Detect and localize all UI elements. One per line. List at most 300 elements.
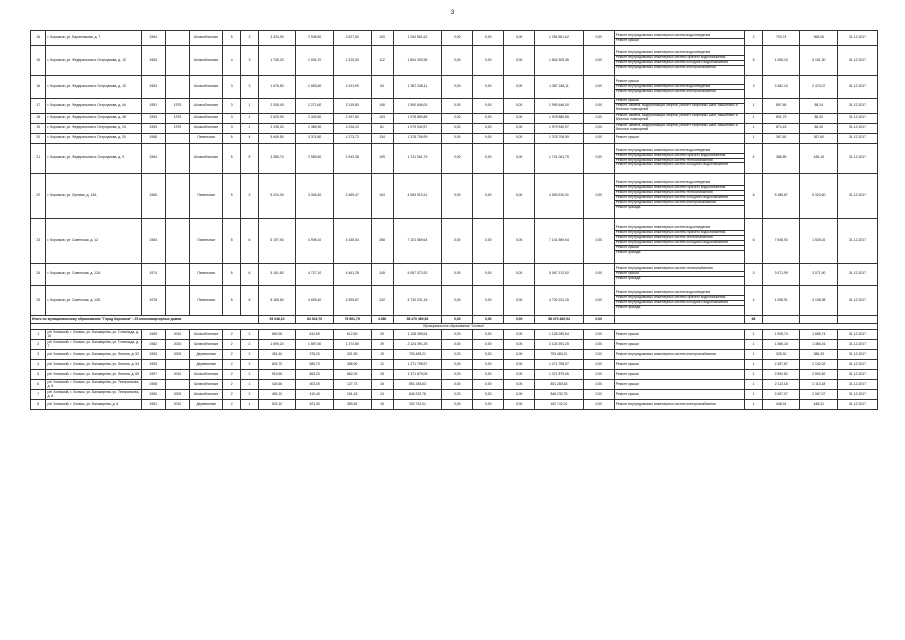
cell-f1: 0,00: [442, 350, 473, 360]
cell-cost: 4 730 231,18: [393, 286, 442, 316]
cell-own: 1 378 706,99: [535, 133, 584, 143]
cell-addr: р/н Холмский, г. Холмск, ул. Балакирева, ул. Ленина, д. 54: [46, 360, 141, 370]
cell-a2: 521,30: [296, 400, 334, 410]
table-row: [31, 31, 878, 46]
cell-c2: 386,33: [800, 350, 838, 360]
cell-a3: 1 943,38: [333, 143, 371, 173]
cell-works: [614, 143, 744, 173]
cell-mat: Шлакоблочные: [190, 76, 223, 99]
cell-a3: 1 511,99: [333, 76, 371, 99]
cell-c2: 965,06: [800, 31, 838, 46]
cell-res: 28: [371, 370, 393, 380]
cell-cnt: 5: [745, 46, 763, 76]
cell-f3: 0,00: [504, 263, 535, 286]
cell-cnt: 1: [745, 360, 763, 370]
cell-year: 1953: [141, 113, 165, 123]
cell-cost: 4 553 910,31: [393, 173, 442, 218]
cell-f2: 0,00: [473, 370, 504, 380]
cell-res: 103: [371, 113, 393, 123]
table-row: [31, 113, 878, 123]
cell-date: 31.12.2017: [838, 133, 878, 143]
work-item: Ремонт фасада: [615, 204, 641, 209]
cell-cost: 1 804 309,38: [393, 46, 442, 76]
cell-fl: 3: [223, 123, 241, 133]
cell-year: 1953: [141, 350, 165, 360]
cell-works: [614, 46, 744, 76]
cell-a3: 862,02: [333, 370, 371, 380]
cell-rep: 2010: [165, 340, 189, 350]
cell-year: 1961: [141, 400, 165, 410]
cell-works: [614, 133, 744, 143]
cell-cnt: 1: [745, 133, 763, 143]
work-item: Ремонт внутридомовых инженерных систем электроснабжения: [615, 351, 716, 356]
cell-c1: 2 067,07: [762, 390, 800, 400]
cell-f2: 0,00: [473, 113, 504, 123]
cell-f4: 0,00: [583, 46, 614, 76]
cell-no: 4: [31, 360, 46, 370]
cell-en: 2: [241, 340, 259, 350]
cell-f4: 0,00: [583, 123, 614, 133]
cell-f3: 0,00: [504, 330, 535, 340]
cell-cnt: 1: [745, 380, 763, 390]
cell-en: 3: [241, 46, 259, 76]
cell-f2: 0,00: [473, 98, 504, 113]
cell-en: 5: [241, 143, 259, 173]
cell-cnt: 1: [745, 350, 763, 360]
cell-f4: 0,00: [583, 340, 614, 350]
cell-a2: 2 989,50: [296, 143, 334, 173]
cell-f2: 0,00: [473, 46, 504, 76]
work-item: Ремонт крыши: [615, 272, 744, 277]
cell-f1: 0,00: [442, 143, 473, 173]
total-a2: 83 302,70: [296, 316, 334, 324]
work-item: Ремонт фасада: [615, 304, 641, 309]
total-date: [838, 316, 878, 324]
table-row: [31, 98, 878, 113]
cell-no: 17: [31, 98, 46, 113]
cell-works: [614, 400, 744, 410]
cell-c2: 3 108,98: [800, 286, 838, 316]
cell-works: [614, 98, 744, 113]
cell-rep: [165, 173, 189, 218]
cell-cost: 1 978 880,85: [393, 113, 442, 123]
cell-date: 31.12.2017: [838, 218, 878, 263]
work-item: Ремонт внутридомовых инженерных систем теплоснабжения: [615, 267, 744, 272]
cell-c2: 2 592,82: [800, 370, 838, 380]
work-item: Ремонт внутридомовых инженерных систем водоотведения: [615, 149, 744, 154]
cell-f2: 0,00: [473, 76, 504, 99]
cell-a3: 2 119,80: [333, 98, 371, 113]
table-row: [31, 330, 878, 340]
cell-f1: 0,00: [442, 400, 473, 410]
cell-own: 7 101 569,64: [535, 218, 584, 263]
cell-c1: 2 187,87: [762, 360, 800, 370]
cell-a1: 3 385,70: [258, 143, 296, 173]
cell-year: 1969: [141, 330, 165, 340]
table-row: [31, 173, 878, 218]
cell-cost: 1 254 561,62: [393, 31, 442, 46]
cell-no: 8: [31, 400, 46, 410]
cell-year: 1965: [141, 173, 165, 218]
total-f1: 0,00: [442, 316, 473, 324]
cell-f1: 0,00: [442, 123, 473, 133]
cell-a3: 1 273,72: [333, 133, 371, 143]
table-row: [31, 400, 878, 410]
cell-cnt: 1: [745, 98, 763, 113]
work-item: Ремонт внутридомовых инженерных систем холодного водоснабжения: [615, 196, 744, 201]
cell-works: [614, 113, 744, 123]
cell-res: 104: [371, 173, 393, 218]
cell-f3: 0,00: [504, 143, 535, 173]
cell-res: 242: [371, 286, 393, 316]
cell-mat: Шлакоблочные: [190, 390, 223, 400]
cell-mat: Шлакоблочные: [190, 46, 223, 76]
cell-f4: 0,00: [583, 218, 614, 263]
cell-c1: 897,65: [762, 98, 800, 113]
cell-date: 31.12.2017: [838, 46, 878, 76]
cell-f1: 0,00: [442, 390, 473, 400]
cell-f2: 0,00: [473, 133, 504, 143]
table-row: [31, 218, 878, 263]
cell-cost: 7 101 569,64: [393, 218, 442, 263]
cell-c2: 1 526,02: [800, 218, 838, 263]
cell-addr: р/н Холмский, г. Холмск, ул. Балакирева, ул. Готвальда, д. 15: [47, 329, 140, 338]
cell-mat: Панельные: [190, 173, 223, 218]
table-row: [31, 390, 878, 400]
cell-cnt: 1: [745, 330, 763, 340]
cell-fl: 3: [223, 113, 241, 123]
cell-fl: 2: [223, 390, 241, 400]
cell-c2: 1 658,74: [800, 330, 838, 340]
cell-f2: 0,00: [473, 143, 504, 173]
cell-c2: 88,32: [800, 113, 838, 123]
work-item: Ремонт, замена, модернизация лифтов, ремонт лифтовых шахт, машинных и блочных помещений: [615, 123, 738, 131]
cell-f3: 0,00: [504, 98, 535, 113]
cell-no: 6: [31, 380, 46, 390]
cell-year: 1963: [141, 76, 165, 99]
cell-own: 1 741 061,79: [535, 143, 584, 173]
cell-a3: 4 435,54: [333, 218, 371, 263]
cell-addr: г. Корсаков, ул. Советская, д. 12А: [46, 263, 141, 286]
cell-a3: 1 374,80: [333, 340, 371, 350]
cell-date: 31.12.2017: [838, 390, 878, 400]
cell-res: 15: [371, 380, 393, 390]
cell-own: 1 271 798,97: [535, 360, 584, 370]
cell-f4: 0,00: [583, 133, 614, 143]
cell-a1: 1 708,20: [258, 46, 296, 76]
work-item: Ремонт внутридомовых инженерных систем холодного водоснабжения: [615, 301, 744, 306]
cell-f2: 0,00: [473, 263, 504, 286]
cell-en: 3: [241, 173, 259, 218]
work-item: Ремонт внутридомовых инженерных систем теплоснабжения: [615, 236, 744, 241]
cell-a1: 2 235,20: [258, 123, 296, 133]
cell-f2: 0,00: [473, 360, 504, 370]
work-item: Ремонт внутридомовых инженерных систем горячего водоснабжения: [615, 296, 744, 301]
cell-date: 31.12.2017: [838, 360, 878, 370]
total-label: Итого по муниципальному образованию "Город Корсаков" : 25 многоквартирных домов: [31, 316, 259, 324]
work-item: Ремонт крыши: [615, 371, 639, 376]
table-row: [31, 76, 878, 99]
cell-date: 31.12.2017: [838, 173, 878, 218]
cell-no: 16: [31, 31, 46, 46]
cell-c2: 2 142,02: [800, 360, 838, 370]
work-item: Ремонт, замена, модернизация лифтов, ремонт лифтовых шахт, машинных и блочных помещений: [615, 113, 738, 121]
cell-addr: г. Корсаков, ул. Луговая, д. 13А: [46, 173, 141, 218]
table-row: [31, 263, 878, 286]
cell-own: 1 387 248,11: [535, 76, 584, 99]
cell-cost: 5 067 372,92: [393, 263, 442, 286]
work-item: Ремонт внутридомовых инженерных систем холодного водоснабжения: [615, 61, 744, 66]
work-item: Ремонт крыши: [615, 37, 639, 42]
cell-res: 109: [371, 143, 393, 173]
cell-en: 6: [241, 286, 259, 316]
cell-en: 1: [241, 380, 259, 390]
cell-rep: [165, 143, 189, 173]
cell-f4: 0,00: [583, 263, 614, 286]
cell-c2: 367,60: [800, 133, 838, 143]
cell-year: 1974: [141, 263, 165, 286]
cell-cnt: 2: [745, 31, 763, 46]
cell-cost: 1 387 248,11: [393, 76, 442, 99]
total-f3: 0,00: [504, 316, 535, 324]
work-item: Ремонт крыши: [615, 381, 639, 386]
cell-en: 1: [241, 113, 259, 123]
cell-date: 31.12.2017: [838, 123, 878, 133]
cell-no: 18: [31, 113, 46, 123]
cell-date: 31.12.2017: [838, 113, 878, 123]
cell-res: 54: [371, 76, 393, 99]
cell-mat: Деревянные: [190, 360, 223, 370]
cell-no: 5: [31, 370, 46, 380]
cell-a3: 321,59: [333, 350, 371, 360]
cell-res: 106: [371, 98, 393, 113]
municipality-label: Муниципальное образование "Холмск": [31, 324, 878, 330]
cell-rep: 2010: [165, 370, 189, 380]
cell-date: 31.12.2017: [838, 98, 878, 113]
cell-fl: 5: [223, 31, 241, 46]
cell-a2: 2 271,60: [296, 98, 334, 113]
cell-f1: 0,00: [442, 133, 473, 143]
cell-mat: Шлакоблочные: [190, 370, 223, 380]
work-item: Ремонт, замена, модернизация лифтов, ремонт лифтовых шахт, машинных и блочных помещений: [615, 103, 738, 111]
cell-c1: 1 366,16: [762, 340, 800, 350]
cell-no: 23: [31, 218, 46, 263]
cell-no: 24: [31, 263, 46, 286]
cell-year: 1975: [141, 286, 165, 316]
work-item: Ремонт внутридомовых инженерных систем теплоснабжения: [615, 191, 744, 196]
cell-a1: 522,10: [258, 400, 296, 410]
cell-res: 100: [371, 31, 393, 46]
cell-fl: 5: [223, 173, 241, 218]
cell-no: 3: [31, 350, 46, 360]
cell-en: 2: [241, 390, 259, 400]
cell-addr: р/н Холмский, г. Холмск, ул. Балакирева, ул. Театральная, д. 6: [47, 389, 140, 398]
cell-works: [614, 390, 744, 400]
cell-a3: 612,60: [333, 330, 371, 340]
cell-date: 31.12.2017: [838, 400, 878, 410]
cell-en: 6: [241, 218, 259, 263]
cell-a1: 919,60: [258, 370, 296, 380]
cell-date: 31.12.2017: [838, 286, 878, 316]
work-item: Ремонт фасада: [615, 276, 641, 281]
cell-res: 12: [371, 360, 393, 370]
cell-a3: 2 226,23: [333, 123, 371, 133]
cell-mat: Деревянные: [190, 400, 223, 410]
cell-f1: 0,00: [442, 218, 473, 263]
work-item: Ремонт внутридомовых инженерных систем водоотведения: [615, 291, 744, 296]
cell-f4: 0,00: [583, 400, 614, 410]
cell-year: 1964: [141, 143, 165, 173]
table-row: [31, 370, 878, 380]
cell-addr: г. Корсаков, ул. Федеральная и Остроумова, д. 9: [46, 143, 141, 173]
cell-a1: 604,70: [258, 360, 296, 370]
cell-no: 16: [31, 76, 46, 99]
cell-cost: 2 124 391,25: [393, 340, 442, 350]
cell-a1: 424,50: [258, 380, 296, 390]
cell-a1: 1 690,20: [258, 340, 296, 350]
work-item: Ремонт внутридомовых инженерных систем водоотведения: [615, 34, 744, 39]
total-cnt: 66: [745, 316, 763, 324]
cell-a2: 2 948,50: [296, 31, 334, 46]
cell-f3: 0,00: [504, 113, 535, 123]
page-number: 3: [450, 10, 455, 16]
cell-f3: 0,00: [504, 218, 535, 263]
cell-a3: 2 197,80: [333, 113, 371, 123]
cell-a1: 5 161,80: [258, 263, 296, 286]
cell-rep: 1975: [165, 123, 189, 133]
cell-a2: 1 504,70: [296, 46, 334, 76]
cell-a1: 2 625,00: [258, 113, 296, 123]
cell-a2: 2 343,50: [296, 113, 334, 123]
cell-f4: 0,00: [583, 390, 614, 400]
cell-fl: 2: [223, 350, 241, 360]
cell-c2: 5 151,30: [800, 46, 838, 76]
cell-no: 15: [31, 46, 46, 76]
cell-f3: 0,00: [504, 360, 535, 370]
cell-a1: 5 165,60: [258, 286, 296, 316]
cell-res: 15: [371, 400, 393, 410]
cell-cost: 1 990 646,00: [393, 98, 442, 113]
cell-addr: г. Корсаков, ул. Федеральная и Остроумова, д. 10: [46, 46, 141, 76]
table-row: [31, 46, 878, 76]
total-c2: [800, 316, 838, 324]
work-item: Ремонт внутридомовых инженерных систем горячего водоснабжения: [615, 186, 744, 191]
cell-a1: 3 324,00: [258, 31, 296, 46]
cell-no: 25: [31, 286, 46, 316]
cell-fl: 5: [223, 218, 241, 263]
cell-c2: 3 071,90: [800, 263, 838, 286]
cell-fl: 5: [223, 263, 241, 286]
cell-cost: 1 371 879,06: [393, 370, 442, 380]
houses-table: [30, 30, 878, 410]
cell-rep: 2010: [165, 330, 189, 340]
cell-a2: 3 345,40: [296, 173, 334, 218]
cell-year: 1962: [141, 340, 165, 350]
cell-works: [614, 31, 744, 46]
cell-addr: г. Корсаков, ул. Советская, д. 12: [46, 218, 141, 263]
cell-date: 31.12.2017: [838, 31, 878, 46]
cell-works: [614, 370, 744, 380]
cell-addr: р/н Холмский, г. Холмск, ул. Балакирева, ул. Готвальда, д. 7: [47, 339, 140, 348]
cell-date: 31.12.2017: [838, 370, 878, 380]
cell-f4: 0,00: [583, 370, 614, 380]
table-row: [31, 123, 878, 133]
cell-f4: 0,00: [583, 31, 614, 46]
cell-f1: 0,00: [442, 31, 473, 46]
cell-c1: 5 185,87: [762, 173, 800, 218]
cell-date: 31.12.2017: [838, 76, 878, 99]
cell-en: 1: [241, 400, 259, 410]
work-item: Ремонт внутридомовых инженерных систем электроснабжения: [615, 201, 744, 206]
table-row: [31, 380, 878, 390]
cell-year: 1963: [141, 46, 165, 76]
cell-c2: 86,40: [800, 123, 838, 133]
cell-fl: 2: [223, 330, 241, 340]
cell-f2: 0,00: [473, 380, 504, 390]
cell-no: 22: [31, 173, 46, 218]
cell-f1: 0,00: [442, 113, 473, 123]
total-f4: 0,00: [583, 316, 614, 324]
cell-fl: 5: [223, 286, 241, 316]
cell-f1: 0,00: [442, 286, 473, 316]
cell-f3: 0,00: [504, 173, 535, 218]
cell-rep: [165, 76, 189, 99]
work-item: Ремонт крыши: [615, 391, 639, 396]
cell-cost: 851 283,63: [393, 380, 442, 390]
cell-addr: р/н Холмский, г. Холмск, ул. Балакирева, ул. Театральная, д. 5: [47, 379, 140, 388]
work-item: Ремонт крыши: [615, 331, 639, 336]
cell-rep: 2009: [165, 390, 189, 400]
cell-fl: 2: [223, 340, 241, 350]
cell-f1: 0,00: [442, 263, 473, 286]
cell-mat: Шлакоблочные: [190, 340, 223, 350]
cell-f2: 0,00: [473, 350, 504, 360]
cell-f2: 0,00: [473, 173, 504, 218]
cell-f4: 0,00: [583, 76, 614, 99]
work-item: Ремонт крыши: [615, 341, 639, 346]
cell-c1: 2 592,82: [762, 370, 800, 380]
total-row: [31, 316, 878, 324]
cell-own: 4 730 231,18: [535, 286, 584, 316]
cell-f1: 0,00: [442, 98, 473, 113]
cell-en: 1: [241, 98, 259, 113]
cell-f2: 0,00: [473, 123, 504, 133]
cell-date: 31.12.2017: [838, 263, 878, 286]
cell-c1: 328,32: [762, 350, 800, 360]
cell-addr: р/н Холмский, г. Холмск, ул. Балакирева, ул. Ленина, д. 52: [46, 350, 141, 360]
cell-cost: 1 271 798,97: [393, 360, 442, 370]
work-item: Ремонт внутридомовых инженерных систем водоотведения: [615, 181, 744, 186]
cell-year: 1953: [141, 360, 165, 370]
cell-mat: Шлакоблочные: [190, 113, 223, 123]
cell-c1: 874,15: [762, 123, 800, 133]
cell-addr: г. Корсаков, ул. Федеральная и Остроумова, д. 10: [46, 76, 141, 99]
cell-c1: 2 482,10: [762, 76, 800, 99]
cell-no: 19: [31, 123, 46, 133]
cell-f3: 0,00: [504, 46, 535, 76]
cell-a2: 1 553,60: [296, 76, 334, 99]
cell-a2: 612,60: [296, 330, 334, 340]
cell-own: 2 124 391,25: [535, 340, 584, 350]
cell-own: 5 067 372,92: [535, 263, 584, 286]
work-item: Ремонт внутридомовых инженерных систем горячего водоснабжения: [615, 231, 744, 236]
cell-rep: [165, 31, 189, 46]
cell-f2: 0,00: [473, 31, 504, 46]
cell-c2: 1 366,16: [800, 340, 838, 350]
cell-own: 1 978 880,85: [535, 113, 584, 123]
cell-c1: 1 928,74: [762, 330, 800, 340]
cell-cnt: 3: [745, 263, 763, 286]
